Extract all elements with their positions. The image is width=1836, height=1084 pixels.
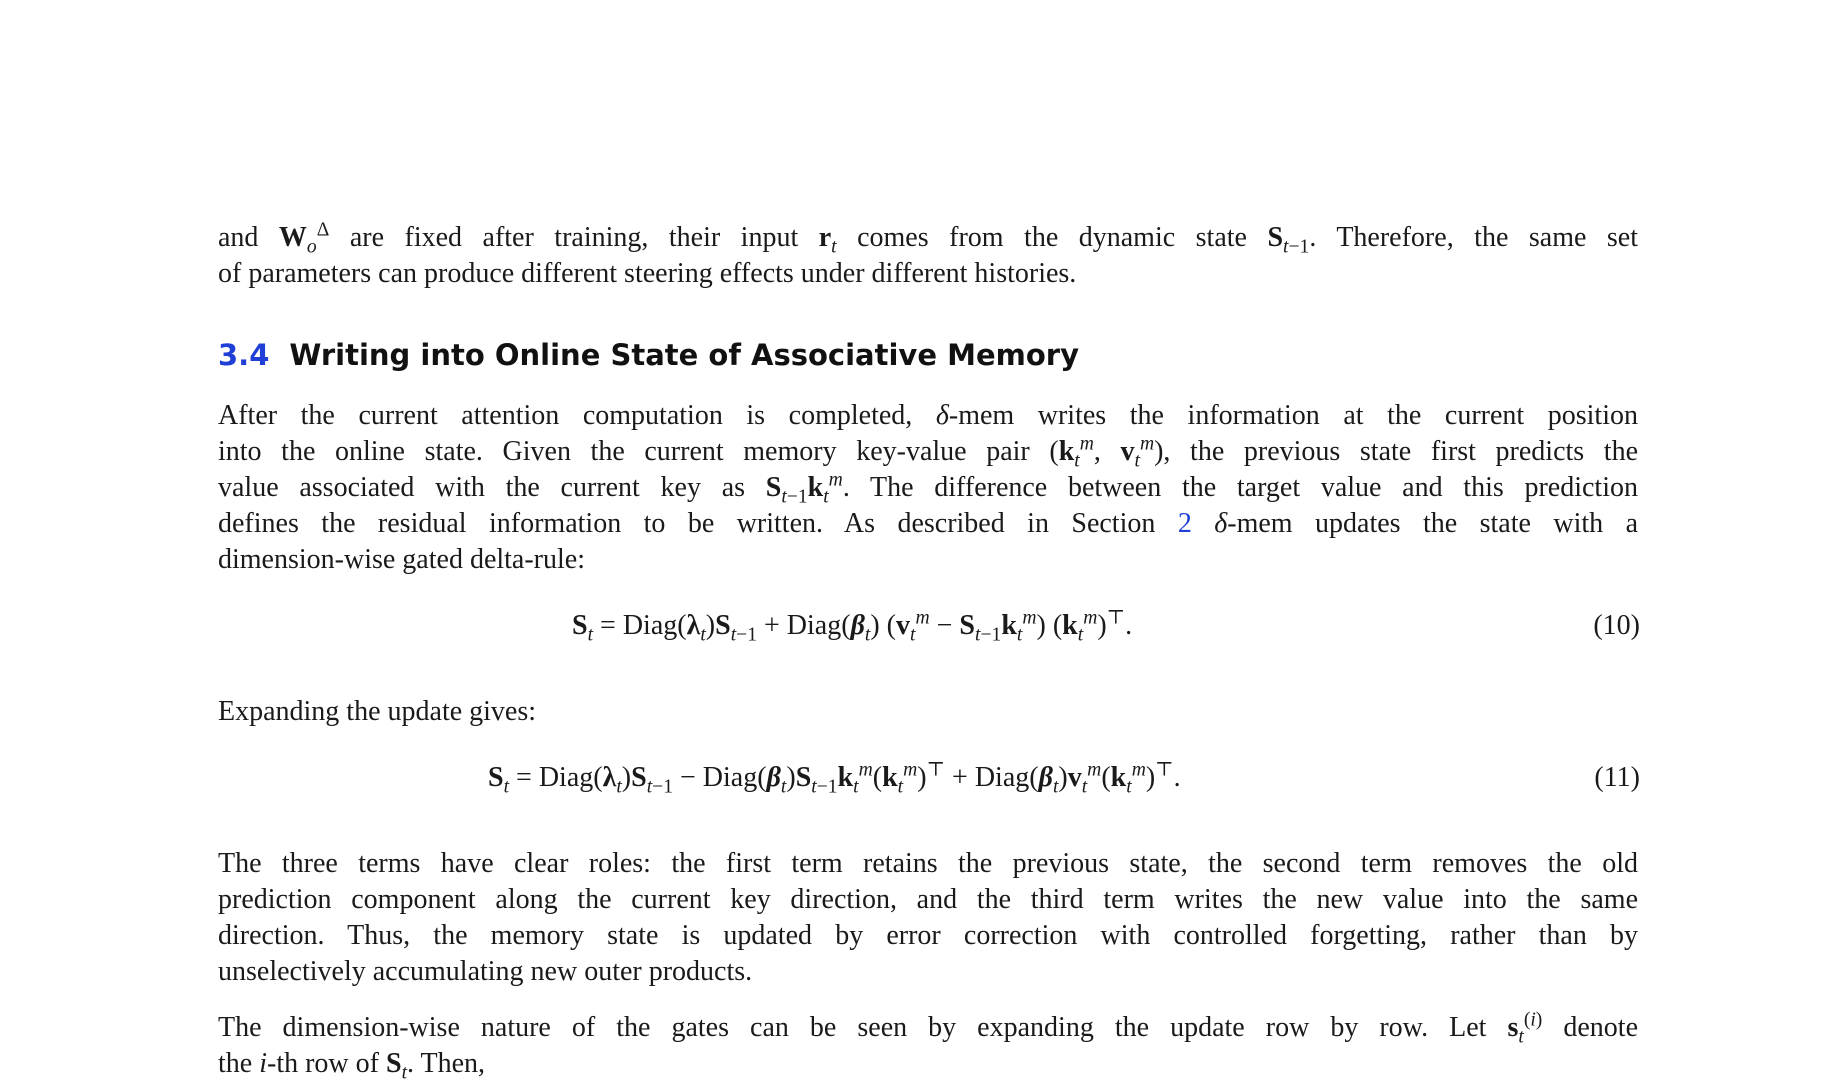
paragraph-roles-line-3: direction. Thus, the memory state is updated by error correction with controlled forgetting, rather than by	[218, 920, 1638, 951]
paragraph-top-line-1: and $W_o^\Delta$ are fixed after training, their input $r_t$ comes from the dynamic state $S_{t-1}$. Therefore, the same set	[218, 219, 1639, 258]
paragraph-intro-line-3: value associated with the current key as $S_{t-1}k_t^m$. The difference between the target value and this prediction	[218, 469, 1638, 508]
section-number: 3.4	[218, 338, 270, 372]
equation-11	[218, 760, 1640, 800]
paragraph-top	[218, 220, 1638, 292]
equation-10	[218, 608, 1640, 648]
paragraph-dim-line-1: The dimension-wise nature of the gates can be seen by expanding the update row by row. Let $s_t^{(i)}$ denote	[218, 1009, 1638, 1048]
paragraph-expand	[218, 694, 1638, 730]
paragraph-intro-line-5: dimension-wise gated delta-rule:	[218, 544, 585, 575]
paragraph-roles	[218, 846, 1638, 990]
paragraph-roles-line-4: unselectively accumulating new outer products.	[218, 956, 753, 987]
paragraph-top-line-2: of parameters can produce different steering effects under different histories.	[218, 258, 1077, 289]
equation-10-body: $S_t$ = $Diag(\lambda_t)S_{t-1}$ + $Diag(\beta_t) (v_t^m - S_{t-1}k_t^m)$ $(k_t^m)^⊤$.	[572, 607, 1133, 646]
section-title: Writing into Online State of Associative Memory	[289, 338, 1079, 372]
equation-11-number: (11)	[1594, 762, 1640, 793]
section-heading	[218, 338, 1079, 372]
equation-10-number: (10)	[1593, 610, 1640, 641]
paragraph-roles-line-1: The three terms have clear roles: the first term retains the previous state, the second term removes the old	[218, 848, 1638, 879]
paragraph-intro-line-1: After the current attention computation is completed, δ-mem writes the information at the current position	[218, 400, 1638, 431]
paragraph-dim-line-2: the i-th row of $S_t$. Then,	[218, 1048, 486, 1084]
equation-11-body: $S_t$ = $Diag(\lambda_t)S_{t-1}$ − $Diag(\beta_t)S_{t-1}k_t^m(k_t^m)^⊤$ + $Diag(\beta_t)v_t^m(k_t^m)^⊤$.	[488, 759, 1181, 798]
paragraph-intro	[218, 398, 1638, 578]
paragraph-dim	[218, 1010, 1638, 1082]
paragraph-roles-line-2: prediction component along the current key direction, and the third term writes the new value into the same	[218, 884, 1638, 915]
paragraph-expand-text: Expanding the update gives:	[218, 696, 537, 727]
section-ref-link[interactable]: 2	[1177, 508, 1192, 539]
paragraph-intro-line-2: into the online state. Given the current memory key-value pair ($k_t^m$, $v_t^m$), the previous state first predicts the	[218, 433, 1639, 472]
paragraph-intro-line-4: defines the residual information to be written. As described in Section 2 δ-mem updates the state with a	[218, 508, 1639, 539]
